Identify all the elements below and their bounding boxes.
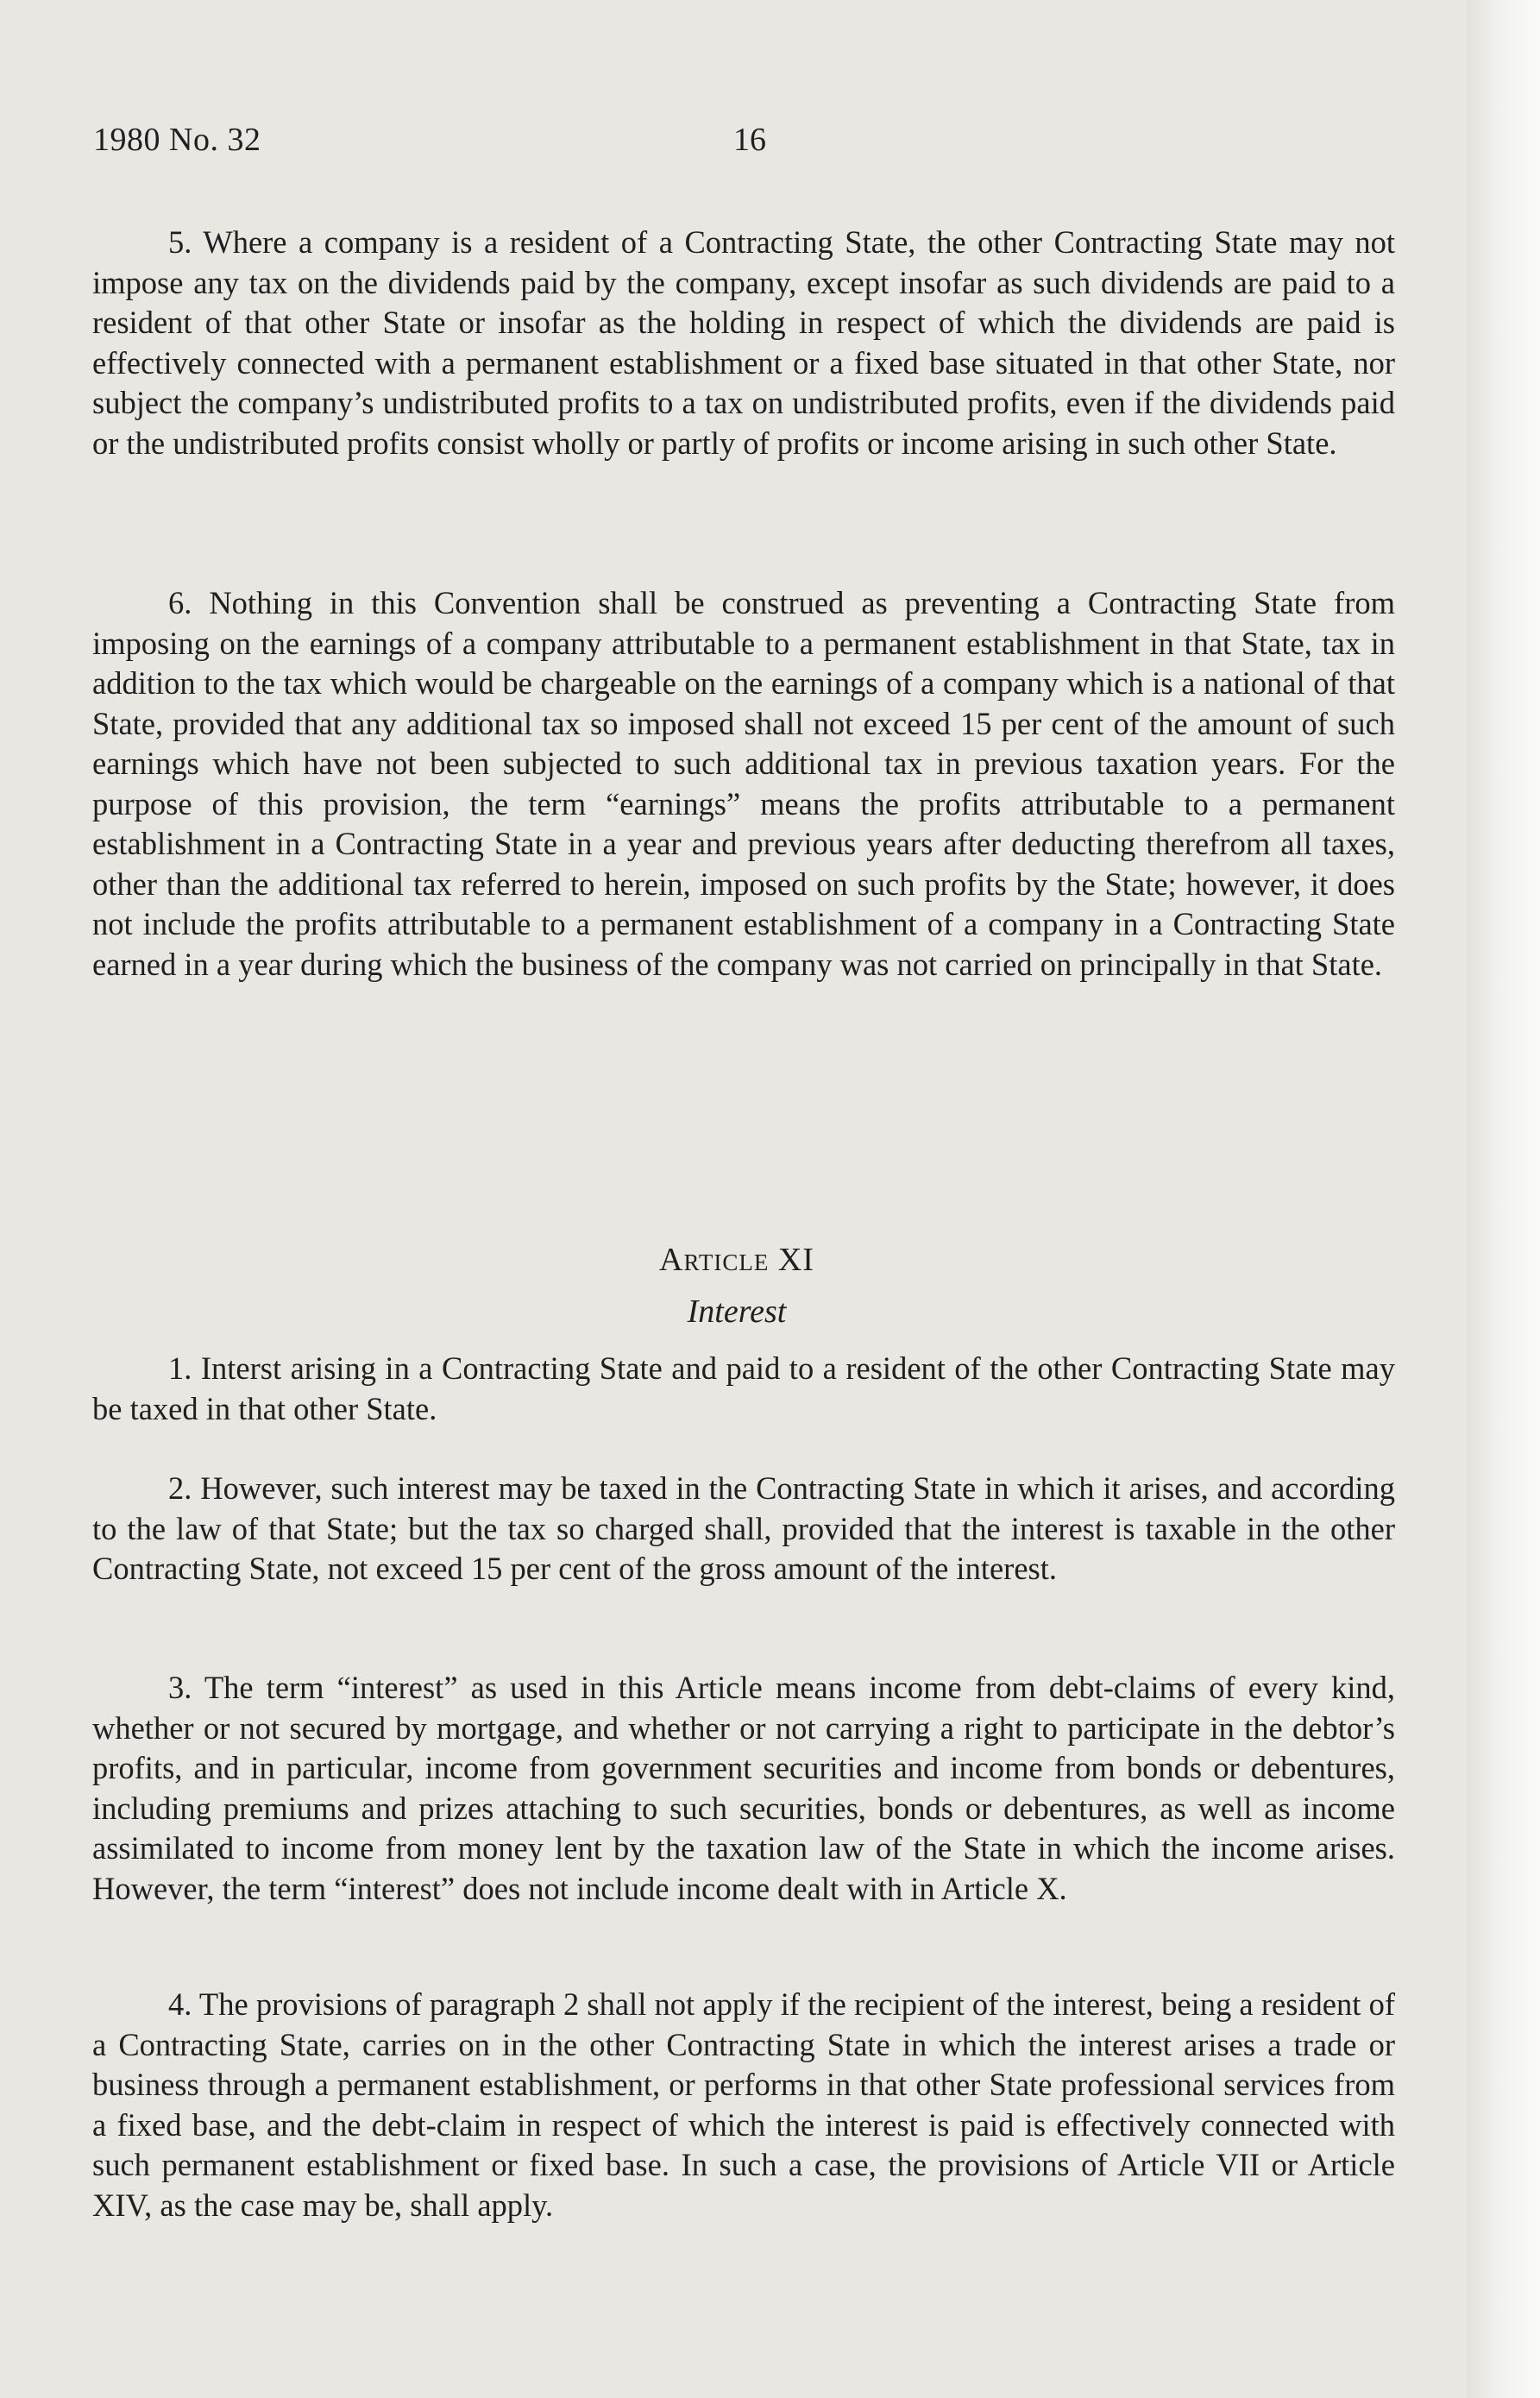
interest-paragraph-3: 3. The term “interest” as used in this Article means income from debt-claims of every kind, whether or not secured by mortgage, and whether or not carrying a right to participate in the debtor’s profits, and in particular, income from government securities and income from bonds or debentures, including premiums and prizes attaching to such securities, bonds or debentures, as well as income assimilated to income from money lent by the taxation law of the State in which the income arises. However, the term “interest” does not include income dealt with in Article X. <box>92 1670 1395 1906</box>
page-number: 16 <box>733 122 766 158</box>
article-title: Article XI <box>659 1242 814 1278</box>
document-reference: 1980 No. 32 <box>93 122 261 158</box>
interest-paragraph-4: 4. The provisions of paragraph 2 shall not apply if the recipient of the interest, being a resident of a Contracting State, carries on in the other Contracting State in which the interest arises a trade or business through a permanent establishment, or performs in that other State professional services from a fixed base, and the debt-claim in respect of which the interest is paid is effectively connected with such permanent establishment or fixed base. In such a case, the provisions of Article VII or Article XIV, as the case may be, shall apply. <box>92 1986 1395 2223</box>
article-subtitle: Interest <box>687 1293 787 1330</box>
interest-paragraph-1: 1. Interst arising in a Contracting State and paid to a resident of the other Contracting State may be taxed in that other State. <box>92 1350 1395 1426</box>
page-edge <box>1467 0 1540 2398</box>
paragraph-5: 5. Where a company is a resident of a Contracting State, the other Contracting State may not impose any tax on the dividends paid by the company, except insofar as such dividends are paid to a resident of that other State or insofar as the holding in respect of which the dividends are paid is effectively connected with a permanent establishment or a fixed base situated in that other State, nor subject the company’s undistributed profits to a tax on undistributed profits, even if the dividends paid or the undistributed profits consist wholly or partly of profits or income arising in such other State. <box>92 224 1395 461</box>
interest-paragraph-2: 2. However, such interest may be taxed in the Contracting State in which it arises, and according to the law of that State; but the tax so charged shall, provided that the interest is taxable in the other Contracting State, not exceed 15 per cent of the gross amount of the interest. <box>92 1470 1395 1586</box>
paragraph-6: 6. Nothing in this Convention shall be construed as preventing a Contracting State from imposing on the earnings of a company attributable to a permanent establishment in that State, tax in addition to the tax which would be chargeable on the earnings of a company which is a national of that State, provided that any additional tax so imposed shall not exceed 15 per cent of the amount of such earnings which have not been subjected to such additional tax in previous taxation years. For the purpose of this provision, the term “earnings” means the profits attributable to a permanent establishment in a Contracting State in a year and previous years after deducting therefrom all taxes, other than the additional tax referred to herein, imposed on such profits by the State; however, it does not include the profits attributable to a permanent establishment of a company in a Contracting State earned in a year during which the business of the company was not carried on principally in that State. <box>92 585 1395 982</box>
